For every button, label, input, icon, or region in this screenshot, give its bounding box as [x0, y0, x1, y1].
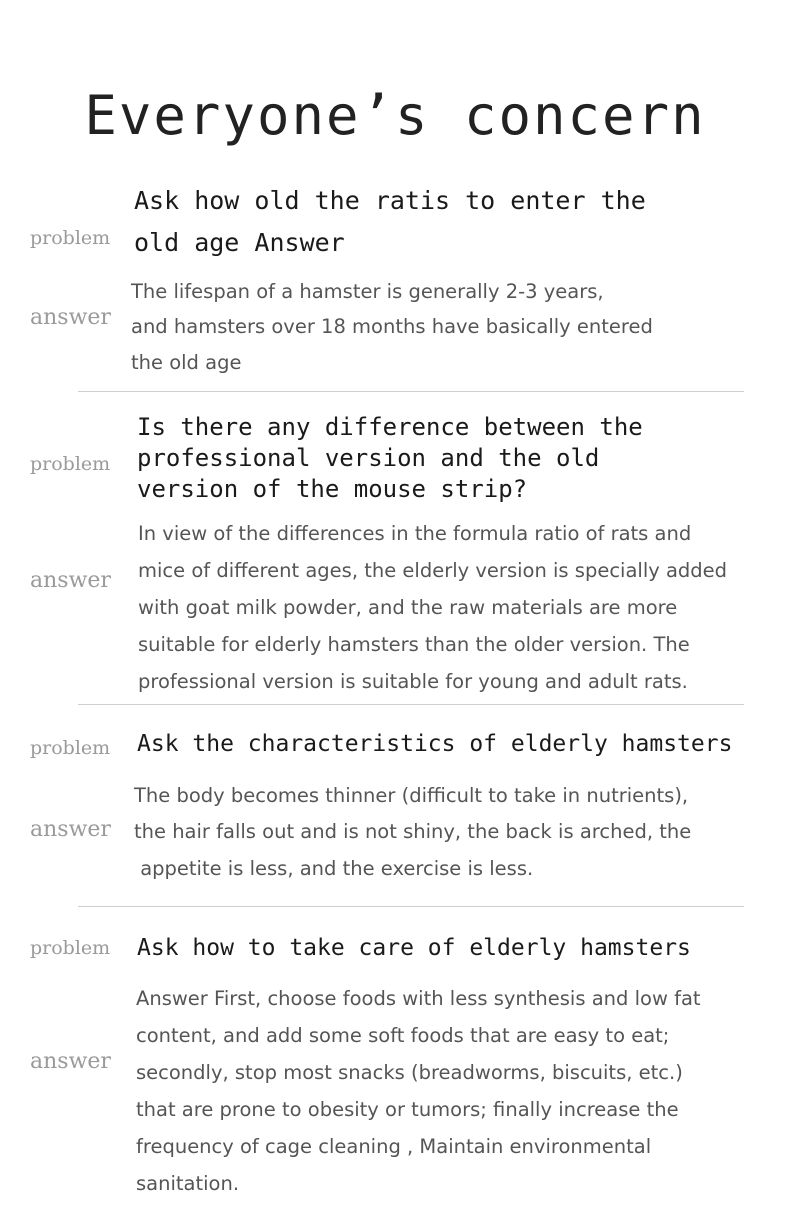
answer-line: the old age: [131, 351, 242, 374]
divider: [78, 906, 744, 907]
answer-line: secondly, stop most snacks (breadworms, biscuits, etc.): [136, 1061, 683, 1084]
answer-label: answer: [30, 817, 111, 842]
divider: [78, 704, 744, 705]
question-line: Ask the characteristics of elderly hamsters: [137, 731, 733, 757]
answer-label: answer: [30, 1049, 111, 1074]
divider: [78, 391, 744, 392]
question-line: Ask how to take care of elderly hamsters: [137, 935, 691, 961]
answer-line: appetite is less, and the exercise is less.: [134, 857, 534, 880]
problem-label: problem: [30, 737, 111, 759]
answer-line: The body becomes thinner (difficult to take in nutrients),: [134, 784, 689, 807]
question-line: Ask how old the ratis to enter the: [134, 186, 646, 215]
problem-label: problem: [30, 453, 111, 475]
answer-line: content, and add some soft foods that are easy to eat;: [136, 1024, 670, 1047]
answer-line: that are prone to obesity or tumors; finally increase the: [136, 1098, 679, 1121]
page-title: Everyone’s concern: [84, 84, 706, 147]
answer-line: the hair falls out and is not shiny, the back is arched, the: [134, 820, 692, 843]
answer-line: The lifespan of a hamster is generally 2-3 years,: [131, 280, 604, 303]
problem-label: problem: [30, 937, 111, 959]
question-line: professional version and the old: [137, 444, 600, 472]
answer-line: suitable for elderly hamsters than the older version. The: [138, 633, 690, 656]
question-line: Is there any difference between the: [137, 413, 643, 441]
answer-line: professional version is suitable for young and adult rats.: [138, 670, 688, 693]
problem-label: problem: [30, 227, 111, 249]
answer-line: Answer First, choose foods with less synthesis and low fat: [136, 987, 701, 1010]
answer-line: In view of the differences in the formula ratio of rats and: [138, 522, 692, 545]
answer-label: answer: [30, 305, 111, 330]
answer-label: answer: [30, 568, 111, 593]
question-line: version of the mouse strip?: [137, 475, 528, 503]
answer-line: and hamsters over 18 months have basically entered: [131, 315, 653, 338]
answer-line: mice of different ages, the elderly version is specially added: [138, 559, 728, 582]
answer-line: sanitation.: [136, 1172, 240, 1195]
answer-line: frequency of cage cleaning , Maintain environmental: [136, 1135, 652, 1158]
answer-line: with goat milk powder, and the raw materials are more: [138, 596, 678, 619]
question-line: old age Answer: [134, 228, 345, 257]
